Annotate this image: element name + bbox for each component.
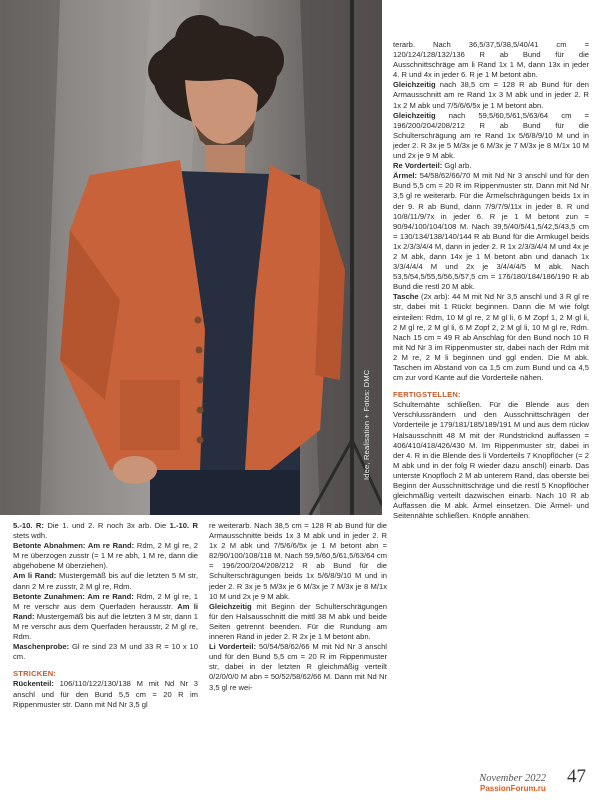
section-label: Gleichzeitig (209, 601, 252, 611)
pocket (393, 292, 589, 383)
armhole (393, 80, 589, 110)
pattern-label: 1.-10. R (169, 521, 198, 530)
section-label: Am li Rand: (13, 571, 57, 581)
section-text: nach 59,5/60,5/61,5/63/64 cm = 196/200/204/208/212 R ab Bund für die Schulterschrägung am re Rand 1x 5/6/8/9/10 M und in jeder 2. R 3x je 5 M/3x je 6 M/3x je 7 M/3x je 8 M/1x 10 M und 2x je 9 M abk. (393, 110, 589, 161)
left-front-continued: terarb. Nach 36,5/37,5/38,5/40/41 cm = 120/124/128/132/136 R ab Bund für die Ausschnittschräge am li Rand 1x 1 M, dann 13x in jeder 4. R und 4x in jeder 6. R je 1 M betont abn. (393, 40, 589, 80)
section-text: (2x arb): 44 M mit Nd Nr 3,5 anschl und 3 R gl re str, dabei mit 1 Rückr beginnen. Dann die M wie folgt einteilen: Rdm, 10 M gl re, 2 M gl li, 6 M Zopf 1, 2 M gl li, 2 M gl re, 2 M gl li, 6 M Zopf 2, 2 M gl li, 10 M gl re, Rdm. Nach 15 cm = 49 R ab Anschlag für den Bund noch 10 R mit Nd Nr 3 im Rippenmuster str, dabei nach der Rdm mit 2 M re, 2 M li beginnen und ggl enden. Die M abk. Taschen im Abstand von ca 1,5 cm zum Bund und ca 4,5 cm zur vord Kante auf die Vorderteile nähen. (393, 292, 589, 383)
section-text: 50/54/58/62/66 M mit Nd Nr 3 anschl und für den Bund 5,5 cm = 20 R im Rippenmuster str, dabei in der letzten R gleichmäßig verteilt 0/2/0/0/0 M abn = 50/52/58/62/66 M. Dann mit Nd Nr 3,5 gl re wei- (209, 642, 387, 692)
hero-photo (0, 0, 382, 515)
section-label: Rückenteil: (13, 679, 54, 689)
left-front (209, 642, 387, 692)
section-text: Mustergemäß bis auf die letzten 5 M str, dann 2 M re zusstr, 2 M gl re, Rdm. (13, 571, 198, 591)
heading-finishing: FERTIGSTELLEN: (393, 390, 461, 400)
pattern-label: 5.-10. R: (13, 521, 44, 530)
shoulder (393, 111, 589, 161)
section-text: Mustergemäß bis auf die letzten 3 M str, dann 1 M re verschr aus dem Querfaden herausstr, 2 M gl re, Rdm. (13, 611, 198, 642)
section-label: Re Vorderteil: (393, 161, 443, 171)
right-front (393, 161, 589, 171)
neckline (209, 602, 387, 642)
gauge (13, 642, 198, 662)
page-footer (420, 766, 590, 786)
section-label: Maschenprobe: (13, 642, 70, 652)
section-label: Li Vorderteil: (209, 642, 257, 652)
back-continued: re weiterarb. Nach 38,5 cm = 128 R ab Bund für die Armausschnitte beids 1x 3 M abk und in jeder 2. R 1x 2 M abk und 7/5/6/6/5x je 1 M betont abn = 82/90/100/108/118 M. Nach 59,5/60,5/61,5/63/64 cm = 196/200/204/208/212 R ab Bund für die Schulterschrägungen beids 1x 5/6/8/9/10 M und in jeder 2. R 3x je 5 M/3x je 6 M/3x je 7 M/3x je 8 M/1x 10 M und 2x je 9 M abk. (209, 521, 387, 601)
text-column-middle (209, 521, 387, 693)
model-photo-illustration (0, 0, 382, 515)
sleeve (393, 171, 589, 292)
section-label: Tasche (393, 292, 419, 302)
heading-stricken: STRICKEN: (13, 669, 57, 679)
section-text: Rdm, 2 M gl re, 2 M re überzogen zusstr (= 1 M re abh, 1 M re, dann die abgehobene M überziehen). (13, 541, 198, 571)
photo-credit: Idee, Realisation + Fotos: DMC (362, 369, 371, 480)
section-label: Betonte Abnahmen: Am re Rand: (13, 541, 135, 551)
page-number: 47 (567, 766, 586, 787)
text-column-left (13, 521, 198, 710)
increase (13, 592, 198, 642)
back-piece (13, 679, 198, 709)
section-text: Ggl arb. (442, 161, 472, 171)
section-label: Am li Rand: (13, 601, 198, 621)
issue-date: November 2022 (479, 773, 546, 784)
decrease-left (13, 571, 198, 591)
watermark: PassionForum.ru (480, 784, 546, 793)
section-text: nach 38,5 cm = 128 R ab Bund für den Armausschnitt am re Rand 1x 3 M abk und in jeder 2. R 1x 2 M abk und 7/5/6/6/5x je 1 M betont abn. (393, 80, 589, 110)
section-text: Gl re sind 23 M und 33 R = 10 x 10 cm. (13, 642, 198, 662)
decrease-right (13, 541, 198, 571)
finishing-text: Schulternähte schließen. Für die Blende aus den Verschlussrändern und den Ausschnittschrägen der Vorderteile je 179/181/185/189/191 M und aus dem rückw Halsausschnitt 48 M mit der Rundstricknd auffassen = 406/410/418/426/430 M. Im Rippenmuster str, dabei in der 4. R in die Blende des li Vorderteils 7 Knopflöcher (= 2 M abk und in der folg R wieder dazu anschl) einarb. Das unterste Knopfloch 2 M ab unterem Rand, das oberste bei Beginn der Ausschnittschräge und die restl 5 Knopflöcher gleichmäßig verteilt dazwischen einarb. Nach 10 R ab Auffassen die M abk. Ärmel einsetzen. Die Ärmel- und Seitennähte schließen. Knöpfe annähen. (393, 400, 589, 521)
section-label: Gleichzeitig (393, 110, 436, 120)
section-text: 54/58/62/66/70 M mit Nd Nr 3 anschl und für den Bund 5,5 cm = 20 R im Rippenmuster str. Dann mit Nd Nr 3,5 gl re weiterarb. Für die Ärmelschrägungen beids 1x in der 9. R ab Bund, dann 7/9/7/9/11x in jeder 8. R und 10/8/11/9/7x in jeder 6. R je 1 M betont zun = 90/94/100/104/108 M. Nach 39,5/40/5/41,5/42,5/43,5 cm = 130/134/138/140/144 R ab Bund für die Armkugel beids 1x 2/3/3/4/4 M, dann in jeder 2. R 1x 2/3/3/4/4 M und 4x je 2 M abk, dann 14x je 1 M betont abn und danach 1x 3/3/4/4/4 M und 2x je 3/4/4/4/5 M abk. Nach 53,5/54,5/55,5/56,5/57,5 cm = 176/180/184/186/190 R ab Bund die restl 20 M abk. (393, 171, 589, 292)
pattern-rows (13, 521, 198, 541)
pattern-text: Die 1. und 2. R noch 3x arb. Die (43, 521, 170, 530)
section-label: Ärmel: (393, 171, 418, 181)
section-label: Betonte Zunahmen: Am re Rand: (13, 591, 134, 601)
pattern-text: stets wdh. (13, 531, 48, 541)
section-label: Gleichzeitig (393, 80, 436, 90)
section-text: mit Beginn der Schulterschrägungen für den Halsausschnitt die mittl 38 M abk und beide Seiten getrennt beenden. Für die Rundung am inneren Rand in jeder 2. R 2x je 1 M betont abn. (209, 601, 387, 642)
section-text: 106/110/122/130/138 M mit Nd Nr 3 anschl und für den Bund 5,5 cm = 20 R im Rippenmuster str. Dann mit Nd Nr 3,5 gl (13, 679, 198, 709)
section-text: Rdm, 2 M gl re, 1 M re verschr aus dem Querfaden herausstr. (13, 591, 198, 611)
text-column-right (393, 40, 589, 521)
